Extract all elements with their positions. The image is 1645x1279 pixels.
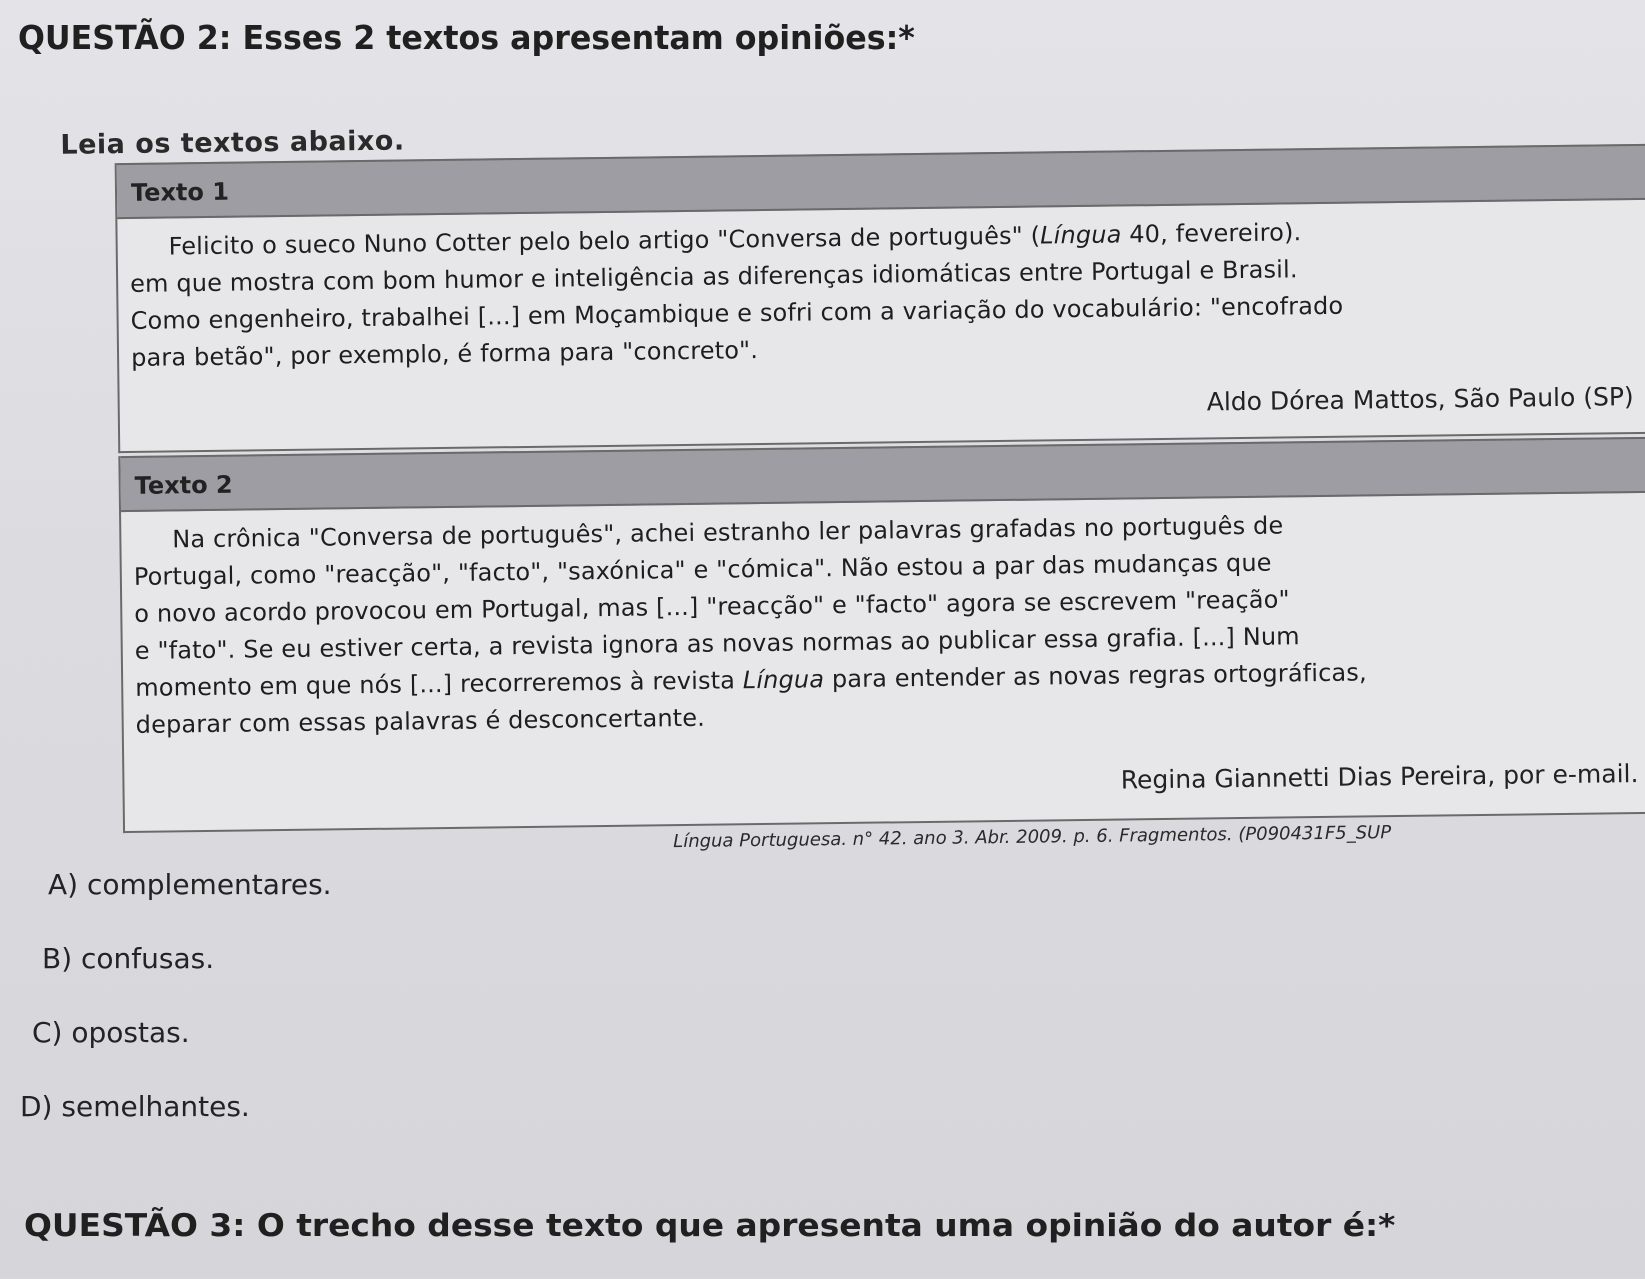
texto-1-body — [117, 200, 1645, 377]
texto-2-header: Texto 2 — [120, 437, 1645, 512]
texto-1-line-1-end: 40, fevereiro). — [1121, 218, 1302, 249]
reading-intro: Leia os textos abaixo. — [60, 125, 405, 161]
texto-1-line-1-italic: Língua — [1040, 220, 1122, 250]
texto-1-signature: Aldo Dórea Mattos, São Paulo (SP) — [1206, 382, 1634, 417]
texto-1-line-1: Felicito o sueco Nuno Cotter pelo belo artigo "Conversa de português" ( — [129, 221, 1041, 261]
texto-1-box — [115, 144, 1645, 453]
source-citation: Língua Portuguesa. n° 42. ano 3. Abr. 2009. p. 6. Fragmentos. (P090431F5_SUP — [673, 822, 1392, 853]
texto-2-body — [121, 493, 1645, 744]
texto-2-line-5-italic: Língua — [742, 665, 825, 695]
texto-2-line-6: deparar com essas palavras é desconcertante. — [135, 703, 706, 739]
option-c[interactable]: C) opostas. — [32, 1016, 190, 1049]
texto-2-line-2: Portugal, como "reacção", "facto", "saxónica" e "cómica". Não estou a par das mudanças que — [133, 548, 1272, 591]
question-3-title: QUESTÃO 3: O trecho desse texto que apresenta uma opinião do autor é:* — [24, 1208, 1396, 1244]
texto-2-line-4: e "fato". Se eu estiver certa, a revista ignora as novas normas ao publicar essa grafia. [...] Num — [134, 622, 1300, 665]
texto-2-line-5: momento em que nós [...] recorreremos à revista — [135, 666, 743, 702]
texto-1-line-3: Como engenheiro, trabalhei [...] em Moçambique e sofri com a variação do vocabulário: "encofrado — [130, 291, 1344, 335]
texto-2-box — [118, 437, 1645, 833]
option-b[interactable]: B) confusas. — [42, 942, 215, 975]
texto-1-header: Texto 1 — [117, 144, 1645, 219]
texto-2-line-1: Na crônica "Conversa de português", achei estranho ler palavras grafadas no português de — [133, 511, 1284, 554]
option-a[interactable]: A) complementares. — [48, 868, 332, 901]
texto-2-line-5-end: para entender as novas regras ortográficas, — [823, 658, 1367, 694]
texto-2-signature: Regina Giannetti Dias Pereira, por e-mail. — [1120, 759, 1639, 795]
option-d[interactable]: D) semelhantes. — [20, 1090, 250, 1123]
texto-2-line-3: o novo acordo provocou em Portugal, mas [...] "reacção" e "facto" agora se escrevem "reação" — [134, 585, 1290, 628]
question-2-title: QUESTÃO 2: Esses 2 textos apresentam opiniões:* — [18, 18, 915, 57]
texto-1-line-2: em que mostra com bom humor e inteligência as diferenças idiomáticas entre Portugal e Brasil. — [129, 255, 1298, 298]
texto-1-line-4: para betão", por exemplo, é forma para "concreto". — [130, 336, 759, 372]
reading-passage-photo — [44, 92, 1645, 853]
